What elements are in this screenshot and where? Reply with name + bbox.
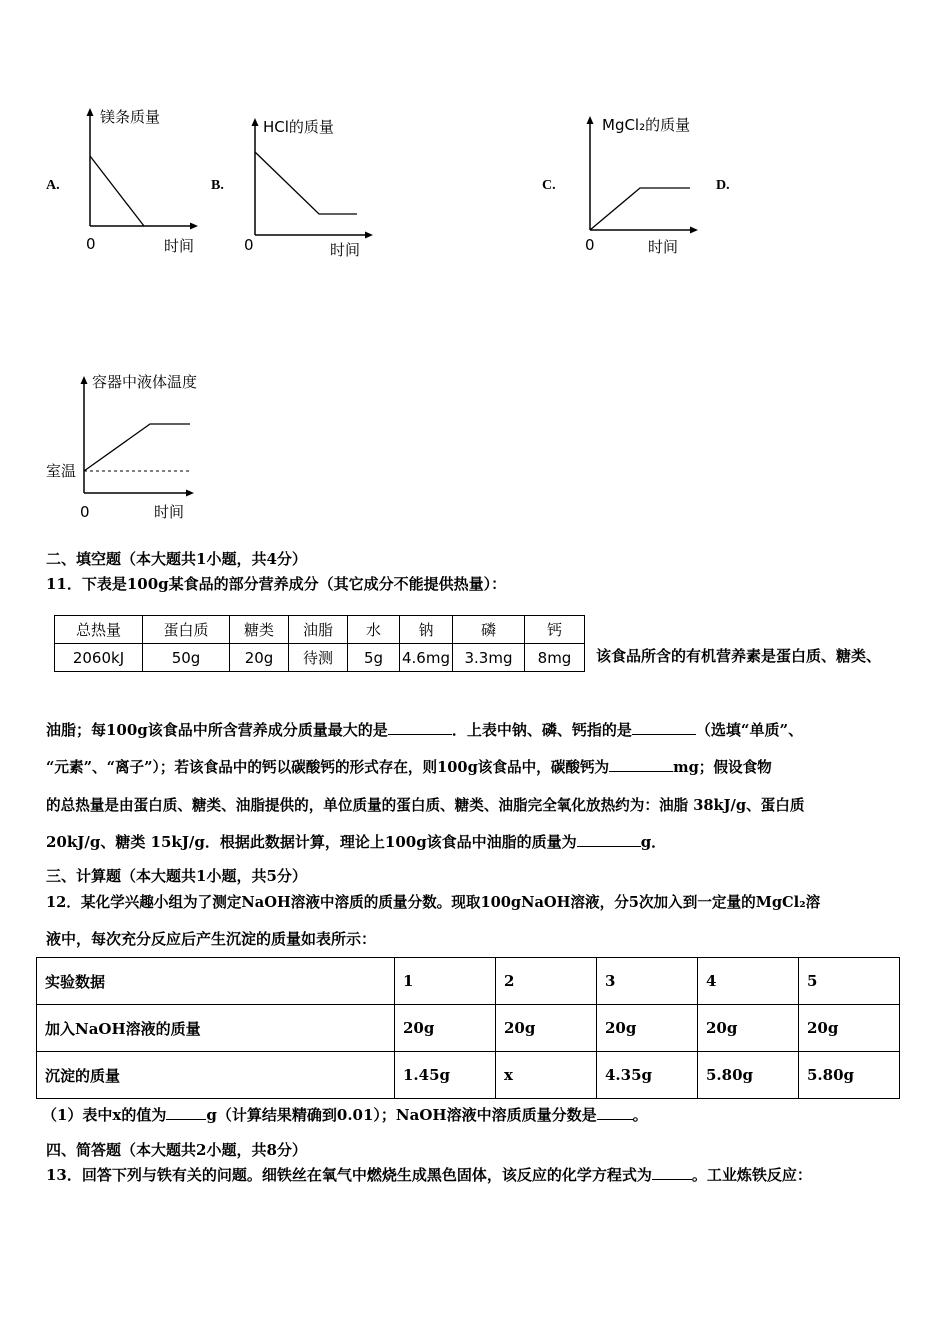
q13-a: 13．回答下列与铁有关的问题。细铁丝在氧气中燃烧生成黑色固体，该反应的化学方程式为 [46, 1166, 652, 1184]
q11-line-2-a: “元素”、“离子”）；若该食品中的钙以碳酸钙的形式存在，则100g该食品中，碳酸钙为 [46, 759, 610, 776]
q11-intro: 11．下表是100g某食品的部分营养成分（其它成分不能提供热量）： [46, 575, 507, 593]
q12-sub-1-b: g（计算结果精确到0.01）；NaOH溶液中溶质质量分数是 [206, 1106, 597, 1124]
nutrition-value: 8mg [525, 644, 585, 672]
graph-d-origin: 0 [80, 503, 90, 521]
nutrition-header-row [55, 616, 585, 644]
graph-a-origin: 0 [86, 235, 96, 253]
nutrition-header: 水 [348, 616, 400, 644]
nutrition-value: 3.3mg [453, 644, 525, 672]
graph-b-xlabel: 时间 [330, 241, 361, 259]
section-4-heading: 四、简答题（本大题共2小题，共8分） [46, 1141, 307, 1159]
experiment-cell: 4 [698, 958, 799, 1005]
graph-c-xlabel: 时间 [648, 238, 679, 256]
experiment-cell: 4.35g [597, 1052, 698, 1099]
q11-line-1-b: ．上表中钠、磷、钙指的是 [451, 721, 632, 739]
nutrition-header: 蛋白质 [143, 616, 230, 644]
graph-d-yref: 室温 [46, 462, 77, 480]
graph-a [70, 100, 210, 260]
answer-blank [166, 1118, 206, 1120]
experiment-table [36, 957, 900, 1099]
nutrition-header: 磷 [453, 616, 525, 644]
nutrition-value: 2060kJ [55, 644, 143, 672]
nutrition-value-row [55, 644, 585, 672]
answer-blank [632, 733, 696, 735]
experiment-cell: 20g [698, 1005, 799, 1052]
experiment-cell: 加入NaOH溶液的质量 [37, 1005, 395, 1052]
experiment-cell: 实验数据 [37, 958, 395, 1005]
graph-c [570, 108, 720, 268]
nutrition-header: 钠 [400, 616, 453, 644]
graph-d-xlabel: 时间 [154, 503, 185, 521]
nutrition-table [54, 615, 585, 672]
experiment-cell: 20g [597, 1005, 698, 1052]
option-a-label: A. [46, 178, 60, 193]
q12-sub-1-c: 。 [632, 1106, 648, 1124]
option-b-label: B. [211, 178, 224, 193]
nutrition-header: 总热量 [55, 616, 143, 644]
nutrition-value: 待测 [289, 644, 348, 672]
q11-side-text: 该食品所含的有机营养素是蛋白质、糖类、 [596, 647, 882, 665]
q11-line-4 [46, 831, 666, 852]
nutrition-header: 糖类 [230, 616, 289, 644]
experiment-cell: 沉淀的质量 [37, 1052, 395, 1099]
experiment-cell: 3 [597, 958, 698, 1005]
experiment-cell: 5.80g [698, 1052, 799, 1099]
nutrition-header: 油脂 [289, 616, 348, 644]
experiment-cell: 20g [395, 1005, 496, 1052]
q12-sub-1 [42, 1104, 648, 1125]
experiment-row [37, 1005, 900, 1052]
graph-c-origin: 0 [585, 236, 595, 254]
graph-b [235, 110, 385, 270]
nutrition-header: 钙 [525, 616, 585, 644]
experiment-cell: 2 [496, 958, 597, 1005]
q11-line-4-b: g． [640, 833, 667, 851]
nutrition-value: 5g [348, 644, 400, 672]
q12-line-1: 12．某化学兴趣小组为了测定NaOH溶液中溶质的质量分数。现取100gNaOH溶液，分5次加入到一定量的MgCl₂溶 [46, 894, 821, 911]
q11-line-2-b: mg；假设食物 [673, 759, 772, 776]
q13-b: 。工业炼铁反应： [691, 1166, 812, 1184]
option-d-label: D. [716, 178, 730, 193]
answer-blank [652, 1178, 692, 1180]
q11-line-2 [46, 756, 772, 777]
graph-d [44, 366, 234, 531]
q13-line [46, 1164, 812, 1185]
experiment-cell: 1 [395, 958, 496, 1005]
graph-c-ylabel: MgCl₂的质量 [602, 116, 691, 134]
experiment-row [37, 1052, 900, 1099]
experiment-cell: 5.80g [799, 1052, 900, 1099]
experiment-cell: 20g [799, 1005, 900, 1052]
experiment-row [37, 958, 900, 1005]
section-3-heading: 三、计算题（本大题共1小题，共5分） [46, 867, 307, 885]
q12-sub-1-a: （1）表中x的值为 [42, 1106, 167, 1124]
graph-d-ylabel: 容器中液体温度 [92, 373, 198, 391]
experiment-cell: x [496, 1052, 597, 1099]
section-2-heading: 二、填空题（本大题共1小题，共4分） [46, 550, 307, 568]
experiment-cell: 5 [799, 958, 900, 1005]
experiment-cell: 20g [496, 1005, 597, 1052]
q11-line-4-a: 20kJ/g、糖类 15kJ/g．根据此数据计算，理论上100g该食品中油脂的质量为 [46, 833, 577, 851]
graph-a-xlabel: 时间 [164, 237, 195, 255]
answer-blank [577, 845, 641, 847]
nutrition-value: 20g [230, 644, 289, 672]
q12-line-2: 液中，每次充分反应后产生沉淀的质量如表所示： [46, 930, 377, 948]
answer-blank [597, 1118, 633, 1120]
answer-blank [388, 733, 452, 735]
q11-line-1 [46, 719, 803, 740]
experiment-cell: 1.45g [395, 1052, 496, 1099]
option-c-label: C. [542, 178, 556, 193]
graph-b-origin: 0 [244, 236, 254, 254]
q11-line-1-a: 油脂；每100g该食品中所含营养成分质量最大的是 [46, 721, 388, 739]
graph-a-ylabel: 镁条质量 [100, 108, 161, 126]
nutrition-value: 4.6mg [400, 644, 453, 672]
q11-line-3: 的总热量是由蛋白质、糖类、油脂提供的，单位质量的蛋白质、糖类、油脂完全氧化放热约为：油脂 38kJ/g、蛋白质 [46, 797, 805, 814]
q11-line-1-c: （选填“单质”、 [695, 721, 804, 739]
answer-blank [609, 770, 673, 772]
graph-b-ylabel: HCl的质量 [263, 118, 334, 136]
nutrition-value: 50g [143, 644, 230, 672]
